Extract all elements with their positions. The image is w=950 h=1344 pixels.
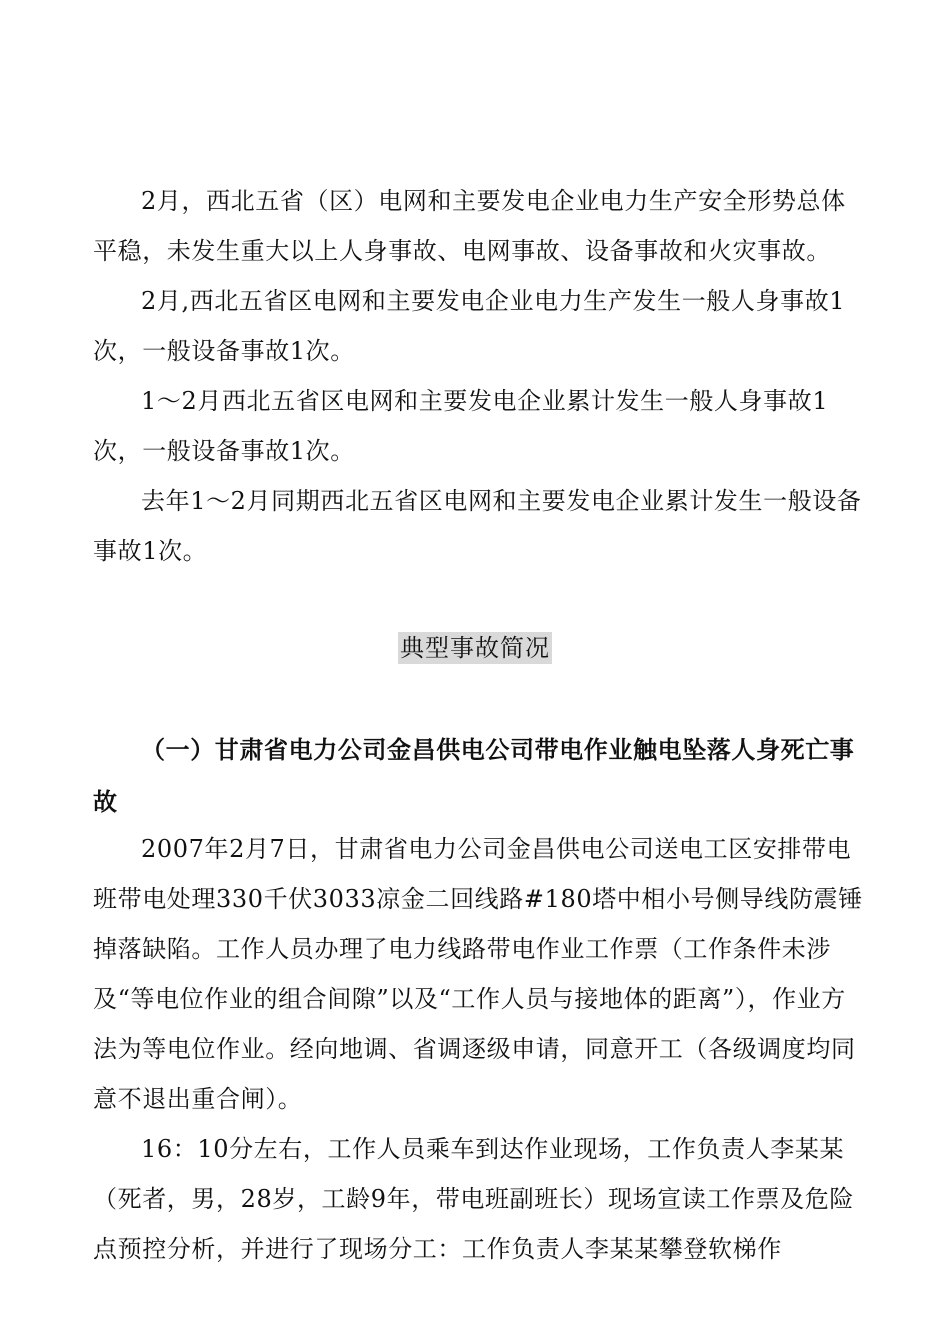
summary-paragraph-2: 2月,西北五省区电网和主要发电企业电力生产发生一般人身事故1次，一般设备事故1次。 <box>93 287 846 365</box>
case-paragraph-2: 16：10分左右，工作人员乘车到达作业现场，工作负责人李某某（死者，男，28岁，工龄9年，带电班副班长）现场宣读工作票及危险点预控分析，并进行了现场分工：工作负责人李某某攀登软梯作 <box>93 1135 855 1263</box>
case-paragraph-1: 2007年2月7日，甘肃省电力公司金昌供电公司送电工区安排带电班带电处理330千伏3033凉金二回线路#180塔中相小号侧导线防震锤掉落缺陷。工作人员办理了电力线路带电作业工作票（工作条件未涉及“等电位作业的组合间隙”以及“工作人员与接地体的距离”），作业方法为等电位作业。经向地调、省调逐级申请，同意开工（各级调度均同意不退出重合闸）。 <box>93 835 863 1113</box>
summary-paragraph-4: 去年1～2月同期西北五省区电网和主要发电企业累计发生一般设备事故1次。 <box>93 487 862 565</box>
summary-paragraph-1: 2月，西北五省（区）电网和主要发电企业电力生产安全形势总体平稳，未发生重大以上人身事故、电网事故、设备事故和火灾事故。 <box>93 187 846 265</box>
section-title <box>0 626 950 670</box>
section-title-text: 典型事故简况 <box>400 634 550 662</box>
summary-paragraph-3: 1～2月西北五省区电网和主要发电企业累计发生一般人身事故1次，一般设备事故1次。 <box>93 387 829 465</box>
case-heading: （一）甘肃省电力公司金昌供电公司带电作业触电坠落人身死亡事故 <box>93 736 855 816</box>
